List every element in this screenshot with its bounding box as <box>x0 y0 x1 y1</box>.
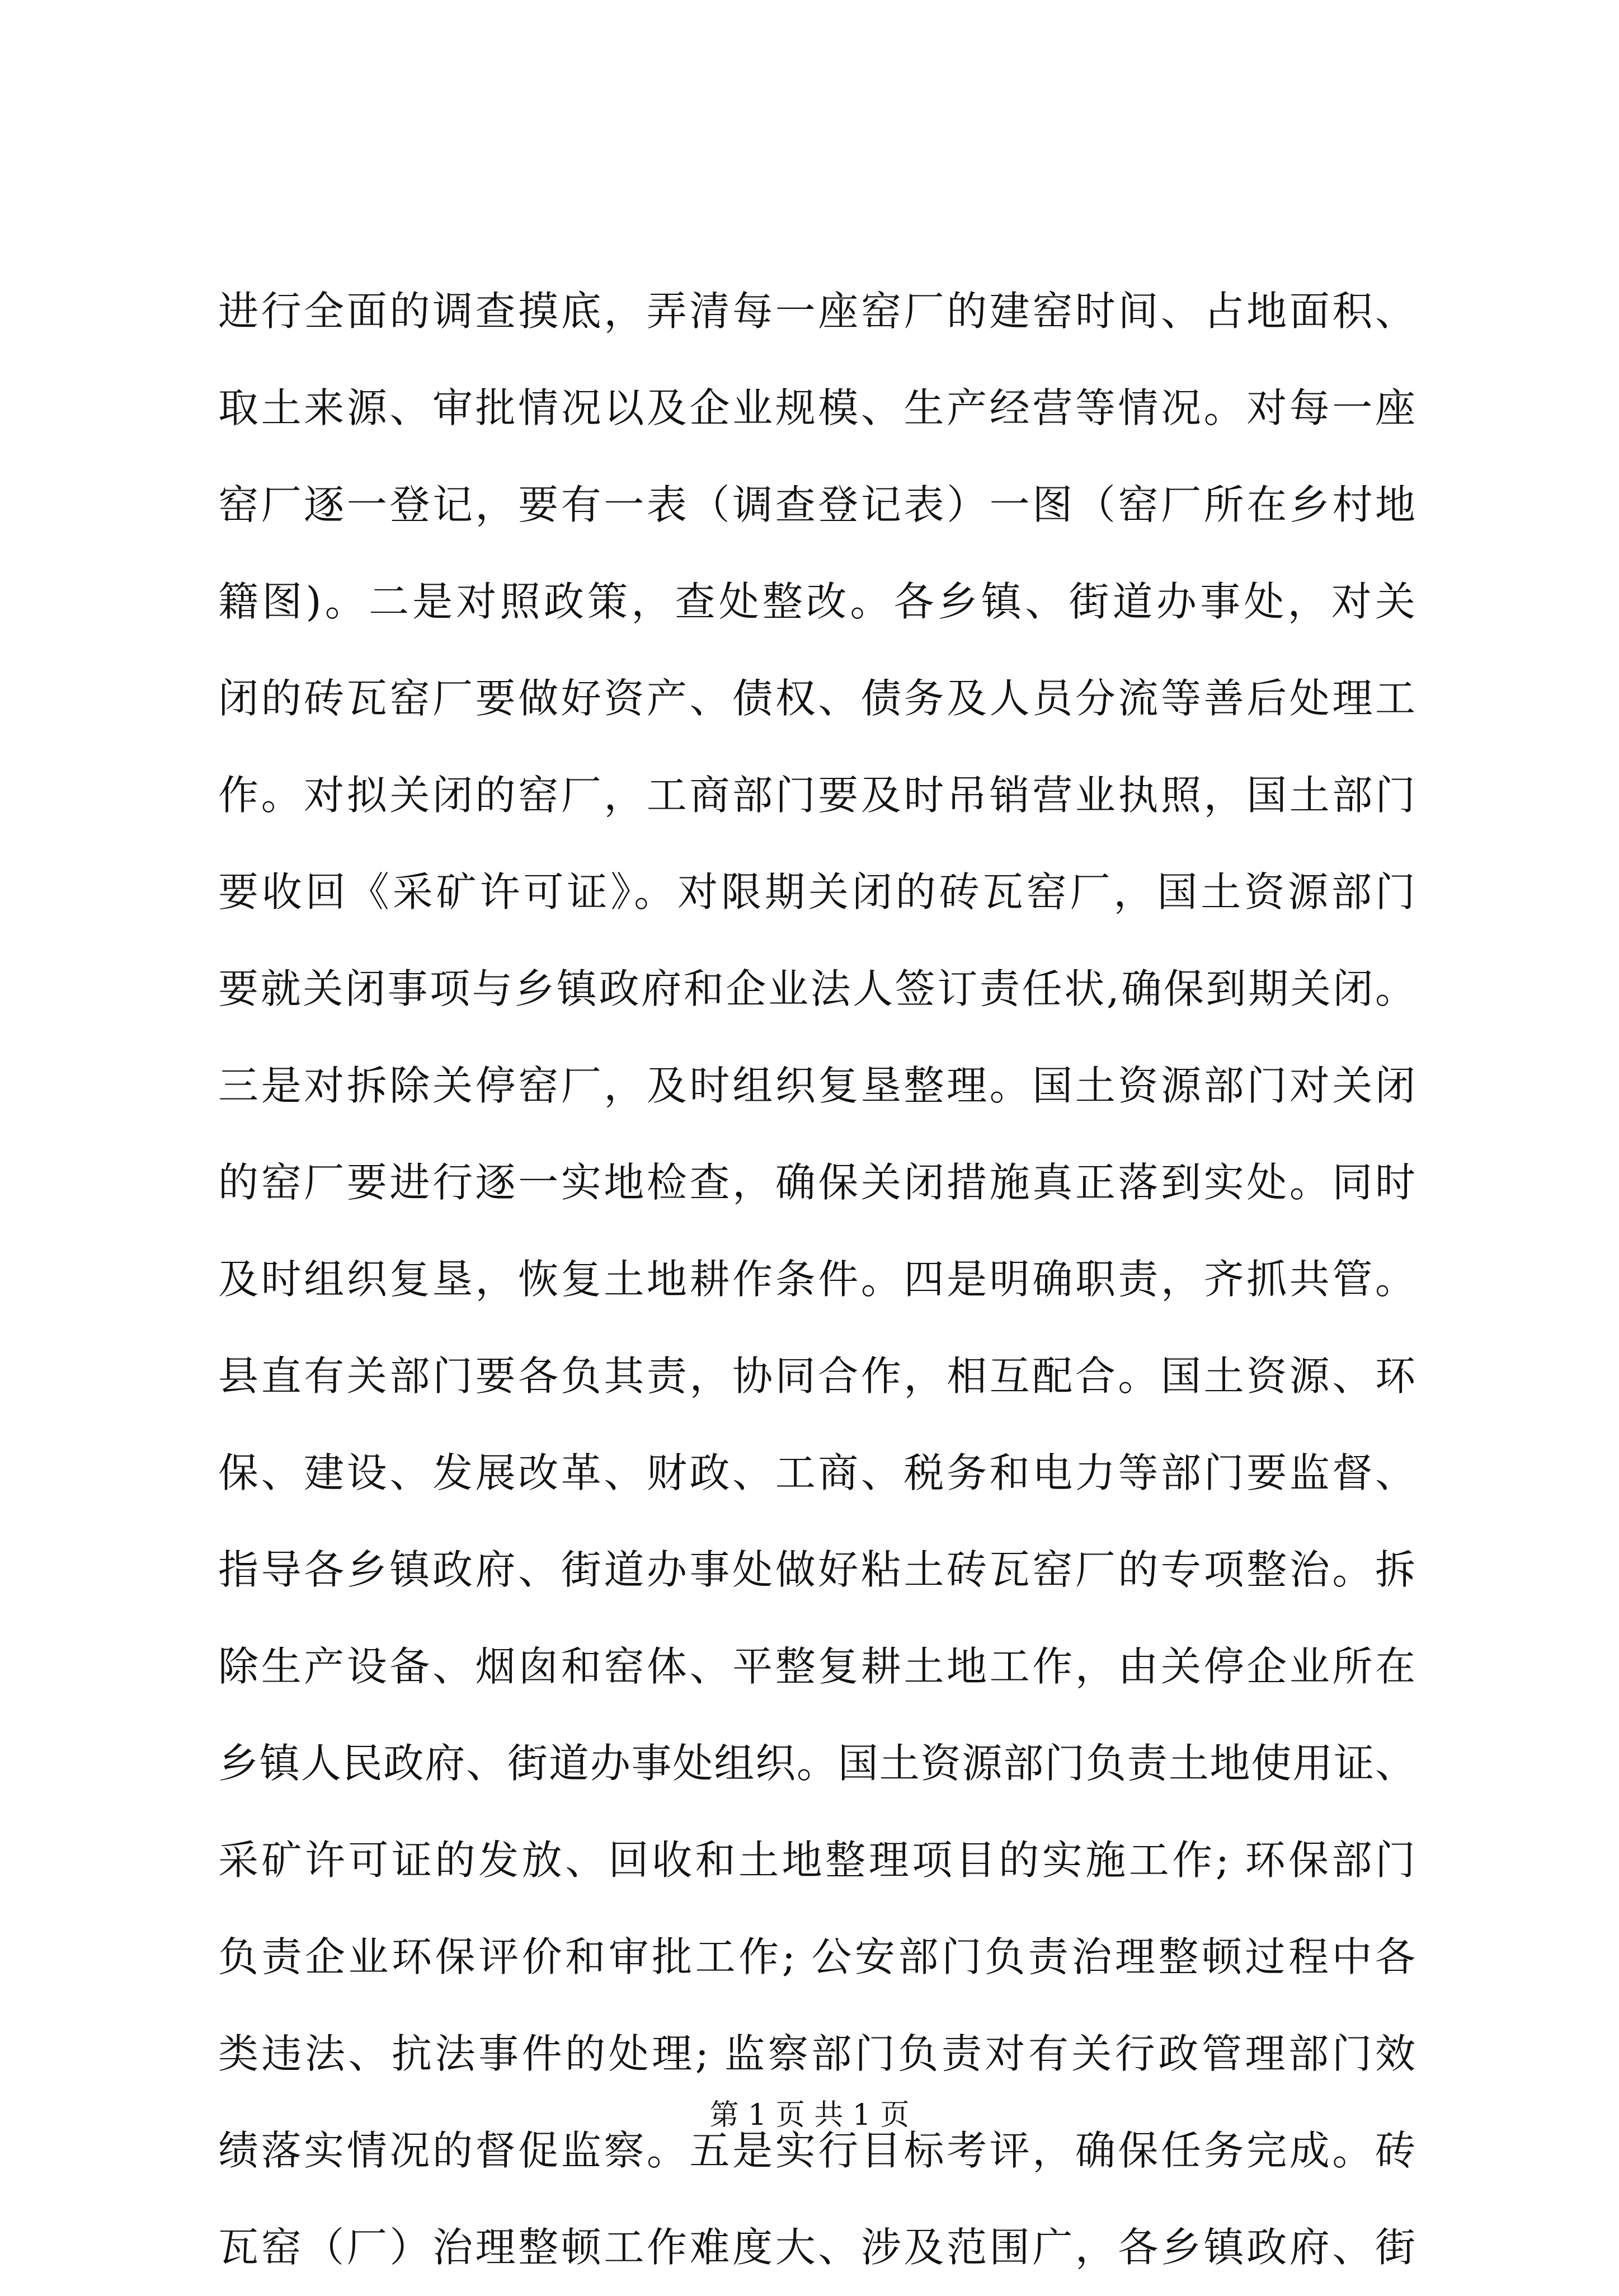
text-line: 乡镇人民政府、街道办事处组织。国土资源部门负责土地使用证、 <box>218 1740 1415 1787</box>
text-line: 绩落实情况的督促监察。五是实行目标考评，确保任务完成。砖 <box>218 2127 1415 2174</box>
text-line: 取土来源、审批情况以及企业规模、生产经营等情况。对每一座 <box>218 384 1415 431</box>
text-line: 的窑厂要进行逐一实地检查，确保关闭措施真正落到实处。同时 <box>218 1159 1415 1206</box>
text-line: 籍图)。二是对照政策，查处整改。各乡镇、街道办事处，对关 <box>218 578 1415 625</box>
text-line: 及时组织复垦，恢复土地耕作条件。四是明确职责，齐抓共管。 <box>218 1256 1415 1303</box>
text-line: 采矿许可证的发放、回收和土地整理项目的实施工作; 环保部门 <box>218 1837 1415 1884</box>
text-line: 要就关闭事项与乡镇政府和企业法人签订责任状,确保到期关闭。 <box>218 965 1415 1012</box>
text-line: 作。对拟关闭的窑厂，工商部门要及时吊销营业执照，国土部门 <box>218 772 1415 819</box>
text-line: 进行全面的调查摸底，弄清每一座窑厂的建窑时间、占地面积、 <box>218 288 1415 335</box>
text-line: 窑厂逐一登记，要有一表（调查登记表）一图（窑厂所在乡村地 <box>218 481 1415 528</box>
text-line: 指导各乡镇政府、街道办事处做好粘土砖瓦窑厂的专项整治。拆 <box>218 1546 1415 1593</box>
text-line: 负责企业环保评价和审批工作; 公安部门负责治理整顿过程中各 <box>218 1933 1415 1980</box>
text-line: 三是对拆除关停窑厂，及时组织复垦整理。国土资源部门对关闭 <box>218 1062 1415 1109</box>
text-line: 除生产设备、烟囱和窑体、平整复耕土地工作，由关停企业所在 <box>218 1643 1415 1690</box>
body-text <box>218 263 1415 2296</box>
text-line: 县直有关部门要各负其责，协同合作，相互配合。国土资源、环 <box>218 1353 1415 1400</box>
page-footer: 第 1 页 共 1 页 <box>709 2098 910 2132</box>
text-line: 要收回《采矿许可证》。对限期关闭的砖瓦窑厂，国土资源部门 <box>218 868 1415 915</box>
text-line: 保、建设、发展改革、财政、工商、税务和电力等部门要监督、 <box>218 1449 1415 1496</box>
text-line: 闭的砖瓦窑厂要做好资产、债权、债务及人员分流等善后处理工 <box>218 675 1415 722</box>
text-line: 瓦窑（厂）治理整顿工作难度大、涉及范围广，各乡镇政府、街 <box>218 2224 1415 2271</box>
text-line: 类违法、抗法事件的处理; 监察部门负责对有关行政管理部门效 <box>218 2030 1415 2077</box>
